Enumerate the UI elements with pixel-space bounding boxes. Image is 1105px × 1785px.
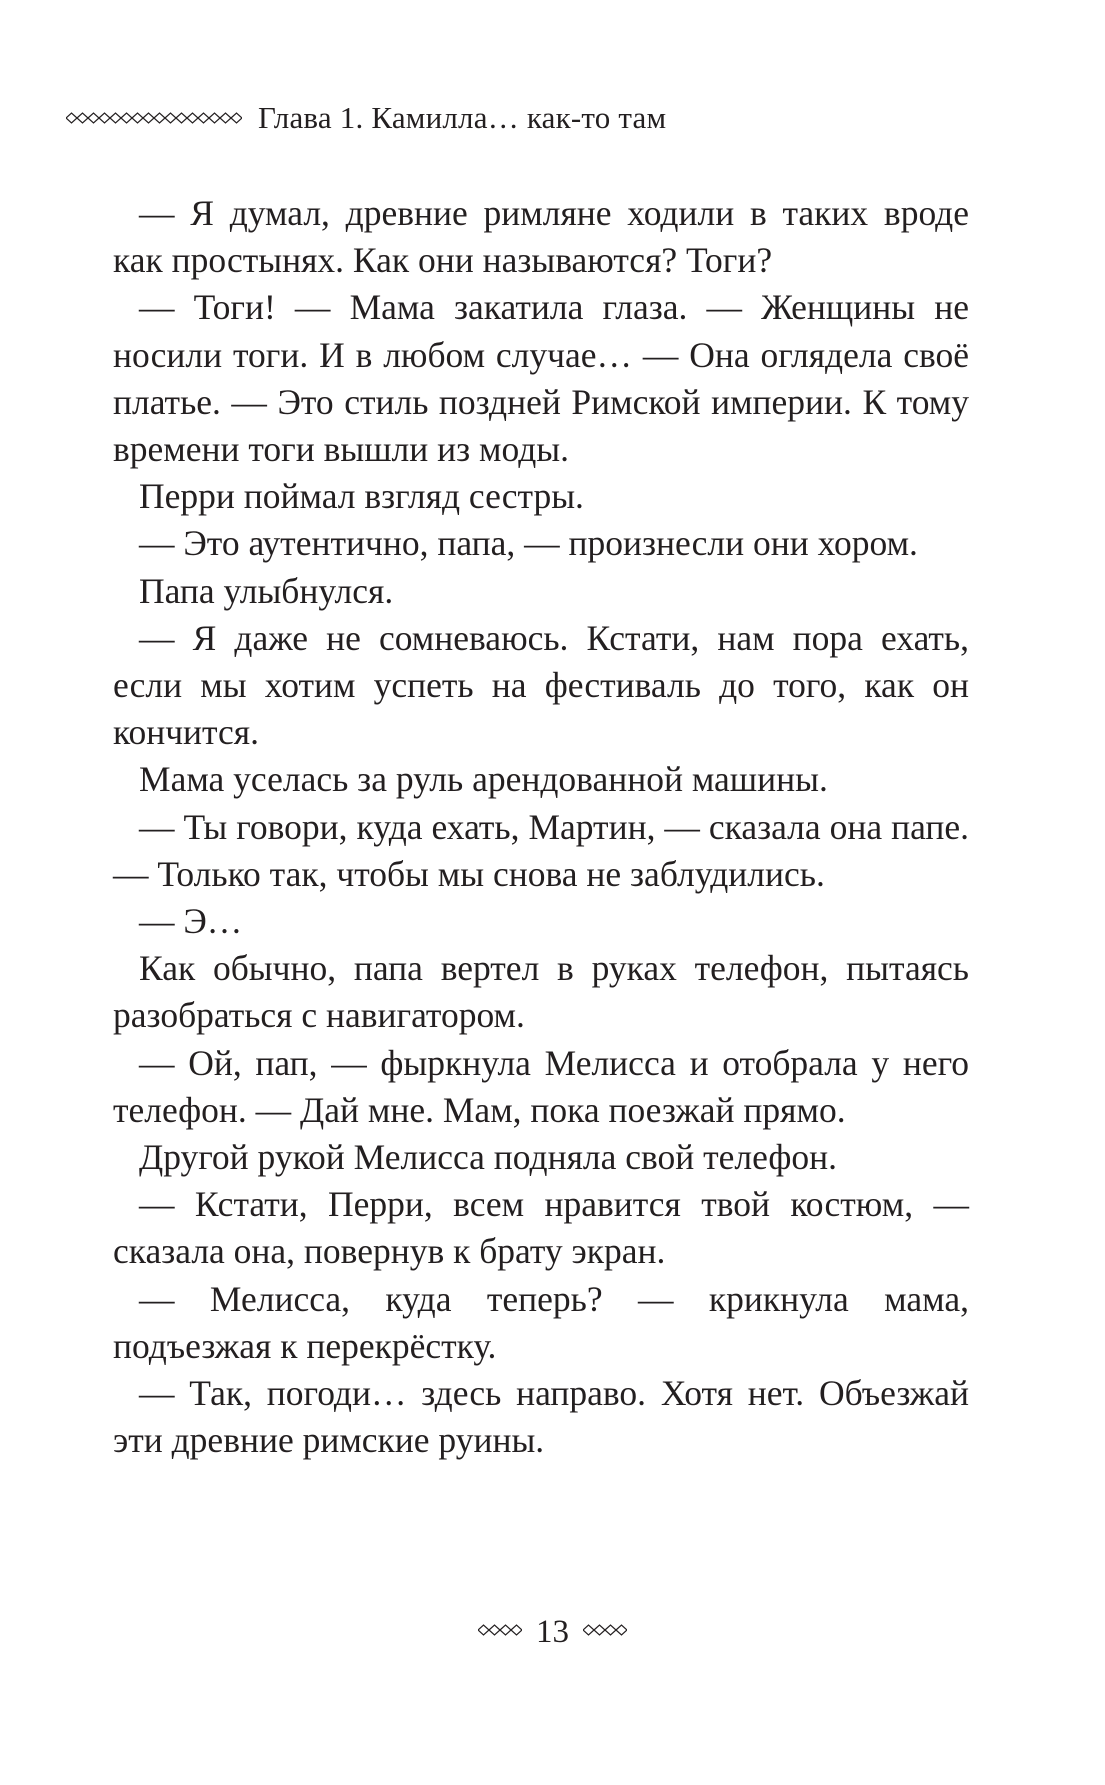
diamond-link (132, 113, 143, 123)
diamond-ornament-right-icon (583, 1623, 627, 1642)
paragraph: Мама уселась за руль арендованной машины. (139, 759, 828, 800)
diamond-link (99, 113, 110, 123)
paragraph: — Ты говори, куда ехать, Мартин, — сказала она папе. — Только так, чтобы мы снова не заблудились. (113, 806, 969, 894)
diamond-link (176, 113, 187, 123)
diamond-link (478, 1625, 489, 1635)
paragraph: — Кстати, Перри, всем нравится твой костюм, — сказала она, повернув к брату экран. (113, 1184, 969, 1272)
diamond-ornament-left-icon (478, 1623, 522, 1642)
running-head (66, 96, 666, 140)
diamond-link (110, 113, 121, 123)
paragraph: — Мелисса, куда теперь? — крикнула мама, подъезжая к перекрёстку. (113, 1278, 969, 1366)
paragraph: — Это аутентично, папа, — произнесли они хором. (139, 523, 918, 564)
diamond-link (77, 113, 88, 123)
paragraph: Другой рукой Мелисса подняла свой телефон. (139, 1137, 837, 1178)
diamond-link (66, 113, 77, 123)
diamond-link (489, 1625, 500, 1635)
diamond-link (209, 113, 220, 123)
diamond-link (220, 113, 231, 123)
diamond-link (187, 113, 198, 123)
paragraph: — Я думал, древние римляне ходили в таких вроде как простынях. Как они называются? Тоги? (113, 193, 969, 281)
chapter-title: Глава 1. Камилла… как-то там (258, 100, 667, 135)
diamond-link (198, 113, 209, 123)
diamond-link (583, 1625, 594, 1635)
diamond-link (154, 113, 165, 123)
diamond-link (616, 1625, 627, 1635)
paragraph: — Так, погоди… здесь направо. Хотя нет. Объезжай эти древние римские руины. (113, 1373, 969, 1461)
diamond-link (605, 1625, 616, 1635)
paragraph: Перри поймал взгляд сестры. (139, 476, 584, 517)
diamond-link (143, 113, 154, 123)
body-text (113, 190, 969, 1464)
page-number: 13 (536, 1613, 569, 1650)
diamond-link (231, 113, 242, 123)
diamond-link (88, 113, 99, 123)
diamond-link (165, 113, 176, 123)
paragraph: — Ой, пап, — фыркнула Мелисса и отобрала у него телефон. — Дай мне. Мам, пока поезжай прямо. (113, 1042, 969, 1130)
paragraph: — Э… (139, 901, 243, 942)
paragraph: — Я даже не сомневаюсь. Кстати, нам пора ехать, если мы хотим успеть на фестиваль до того, как он кончится. (113, 617, 969, 753)
diamond-link (594, 1625, 605, 1635)
paragraph: Папа улыбнулся. (139, 570, 394, 611)
diamond-chain-ornament-icon (66, 111, 242, 125)
paragraph: Как обычно, папа вертел в руках телефон, пытаясь разобраться с навигатором. (113, 948, 969, 1036)
page-footer (0, 1608, 1105, 1656)
diamond-link (500, 1625, 511, 1635)
diamond-link (511, 1625, 522, 1635)
paragraph: — Тоги! — Мама закатила глаза. — Женщины не носили тоги. И в любом случае… — Она оглядела своё платье. — Это стиль поздней Римской империи. К тому времени тоги вышли из моды. (113, 287, 969, 470)
diamond-link (121, 113, 132, 123)
